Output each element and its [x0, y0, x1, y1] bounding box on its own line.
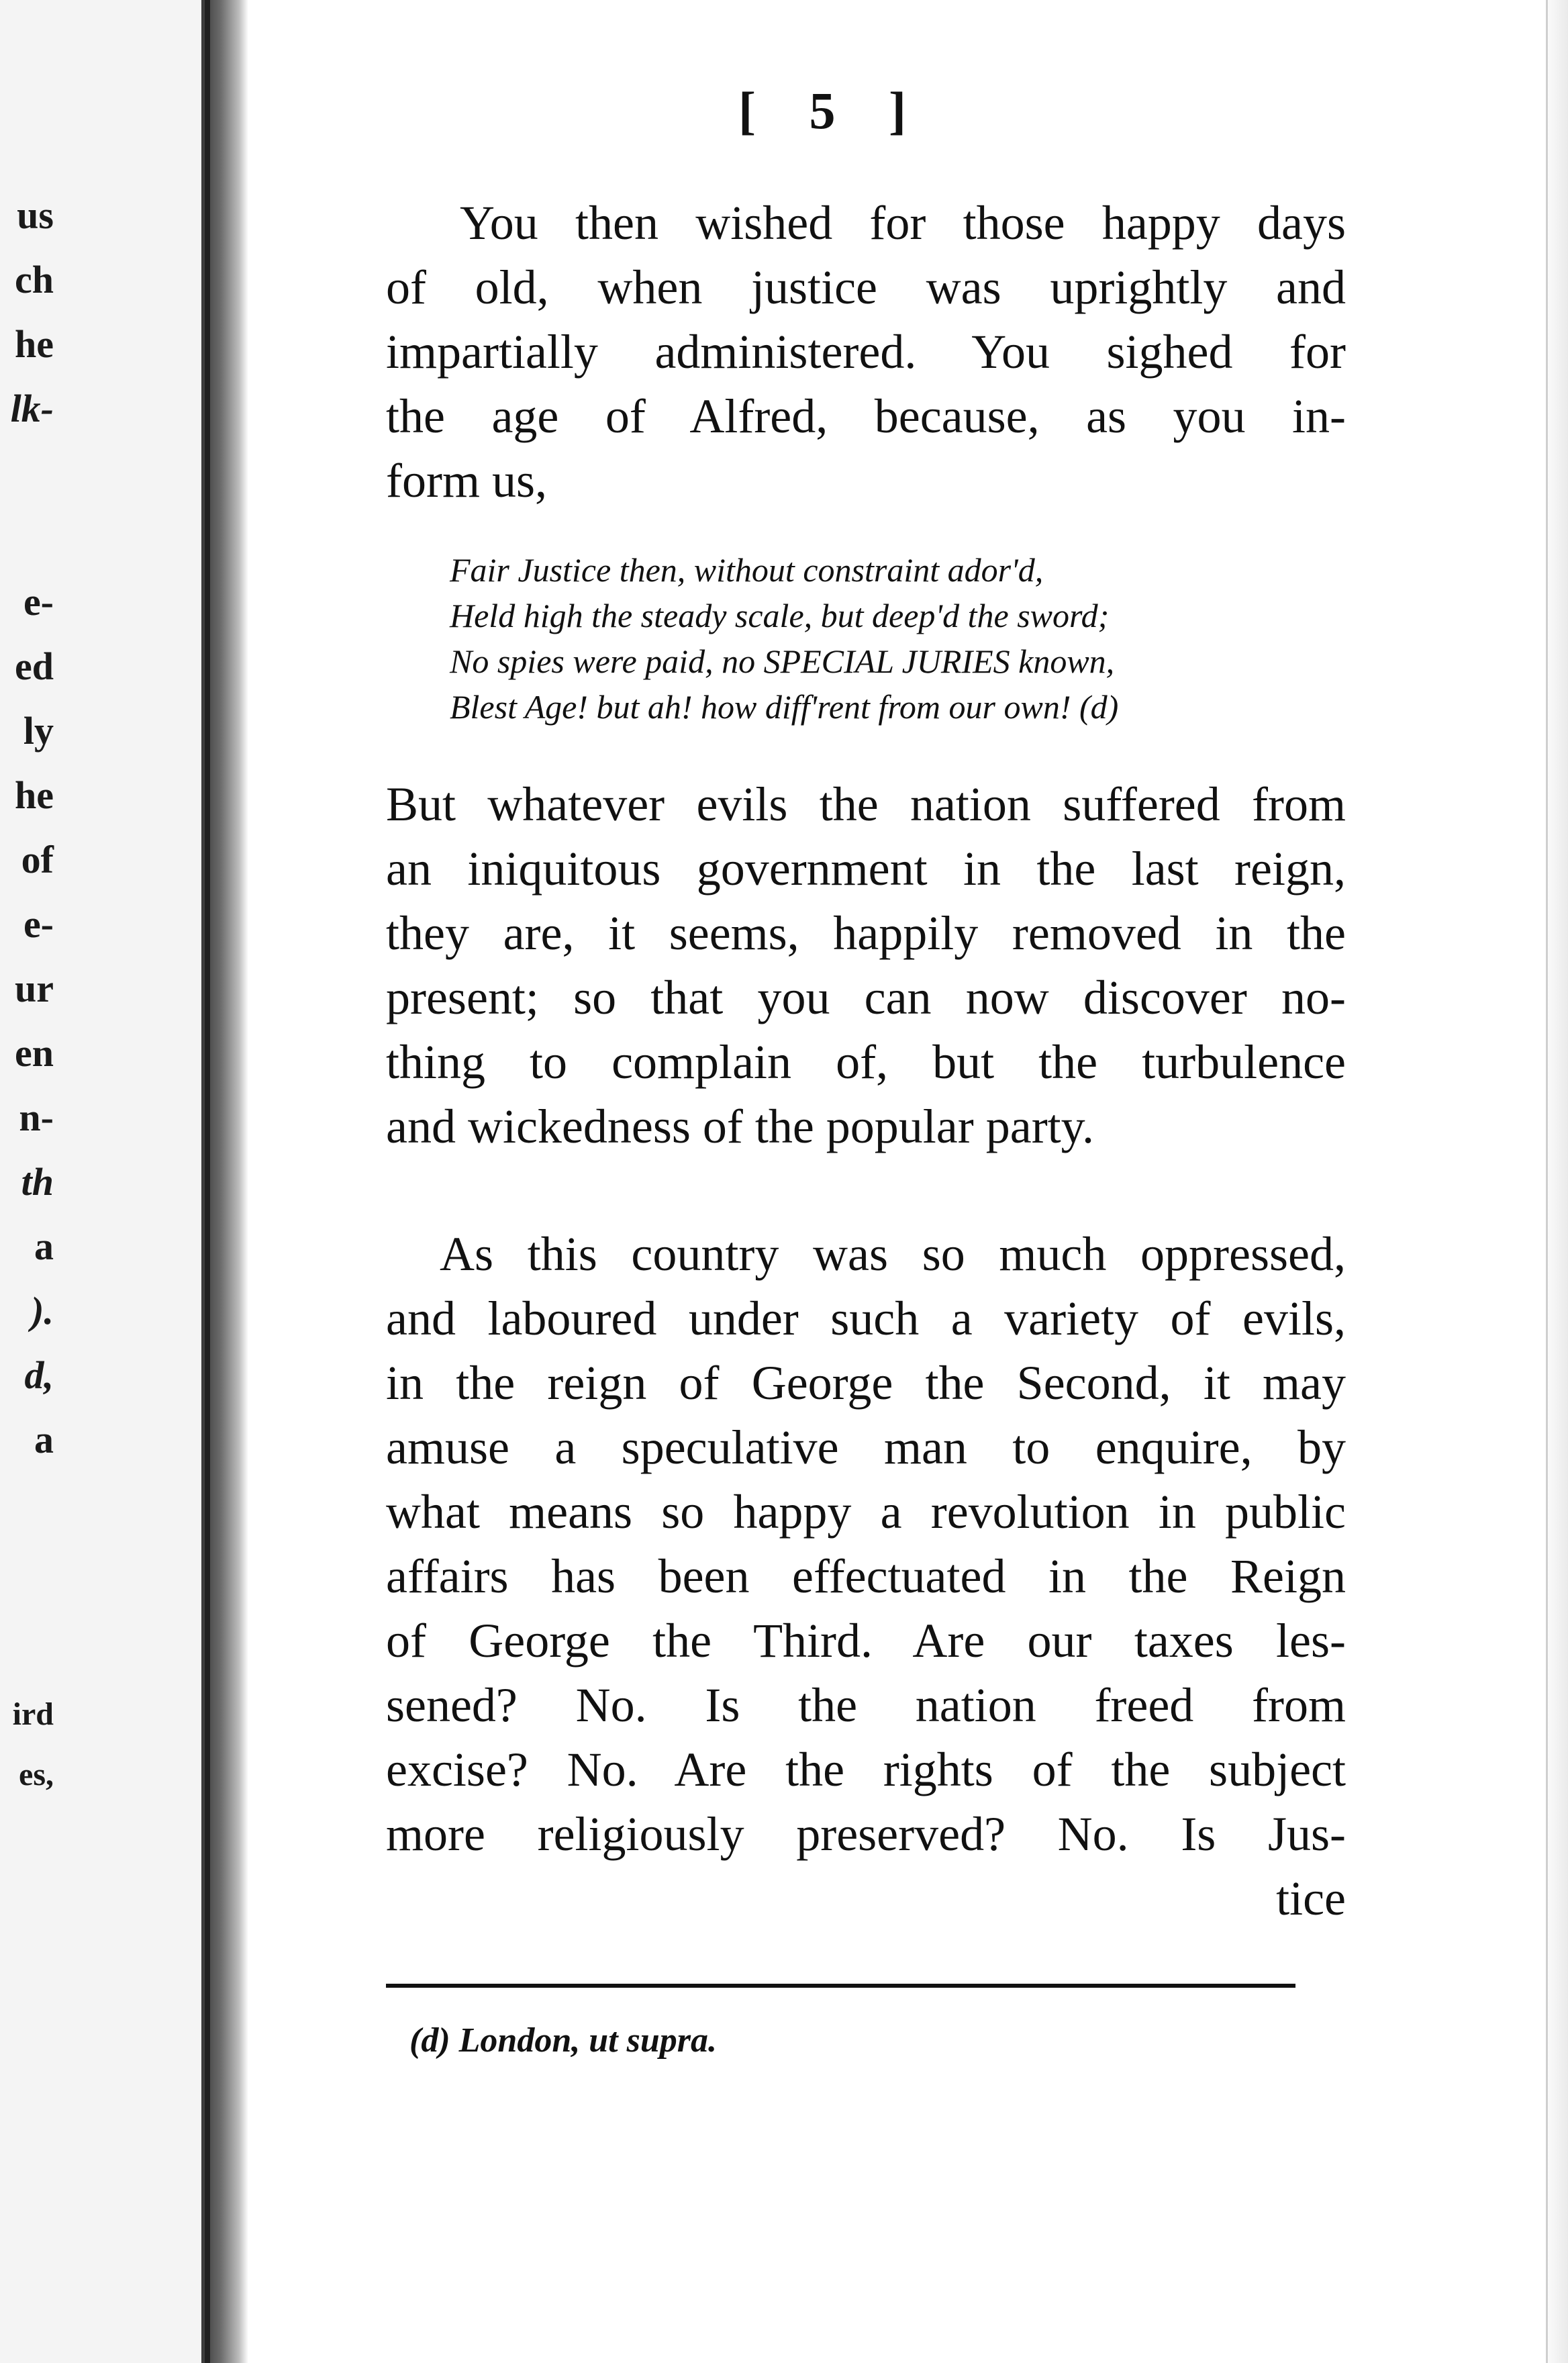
previous-page-edge [0, 0, 201, 2363]
left-fragment: e- [23, 580, 54, 624]
text-line: But whatever evils the nation suffered from [386, 777, 1346, 831]
text-line: and wickedness of the popular party. [386, 1100, 1095, 1153]
paragraph-3 [386, 1222, 1346, 1931]
page-edge [1548, 0, 1568, 2363]
left-fragment: ). [31, 1289, 54, 1333]
left-fragment: he [15, 773, 54, 817]
text-line: sened? No. Is the nation freed from [386, 1678, 1346, 1732]
text-line: and laboured under such a variety of evils, [386, 1292, 1346, 1345]
left-fragment: of [21, 838, 54, 881]
gutter-line [205, 0, 210, 2363]
left-fragment: d, [24, 1353, 54, 1397]
paragraph-1 [386, 191, 1346, 513]
page-number: [ 5 ] [738, 81, 926, 140]
text-line: of George the Third. Are our taxes les- [386, 1614, 1346, 1668]
text-line: the age of Alfred, because, as you in- [386, 389, 1346, 443]
verse-quotation [450, 547, 1342, 730]
text-line: You then wished for those happy days [460, 196, 1346, 250]
text-line: amuse a speculative man to enquire, by [386, 1420, 1346, 1474]
text-line: what means so happy a revolution in public [386, 1485, 1346, 1539]
left-fragment: ly [23, 709, 54, 753]
left-fragment: es, [19, 1757, 54, 1792]
text-line: As this country was so much oppressed, [440, 1227, 1346, 1281]
left-fragment: ur [15, 967, 54, 1010]
text-line: excise? No. Are the rights of the subject [386, 1743, 1346, 1796]
text-line: impartially administered. You sighed for [386, 325, 1346, 379]
left-fragment: ed [15, 644, 54, 688]
left-fragment: ch [15, 258, 54, 301]
verse-line: No spies were paid, no SPECIAL JURIES known, [450, 642, 1115, 680]
text-line: more religiously preserved? No. Is Jus- [386, 1807, 1346, 1861]
text-line: present; so that you can now discover no- [386, 971, 1346, 1024]
verse-line: Blest Age! but ah! how diff'rent from our own! (d) [450, 688, 1119, 726]
catchword: tice [1276, 1872, 1346, 1925]
left-fragment: he [15, 322, 54, 366]
text-line: an iniquitous government in the last reign, [386, 842, 1346, 896]
left-fragment: a [34, 1224, 54, 1268]
verse-line: Held high the steady scale, but deep'd the sword; [450, 597, 1110, 634]
left-fragment: en [15, 1031, 54, 1075]
text-line: in the reign of George the Second, it may [386, 1356, 1346, 1410]
text-line: thing to complain of, but the turbulence [386, 1035, 1346, 1089]
footnote-rule [386, 1984, 1295, 1988]
verse-line: Fair Justice then, without constraint ador'd, [450, 551, 1044, 589]
left-fragment: ird [12, 1696, 54, 1732]
left-fragment: a [34, 1418, 54, 1461]
page-edge-line [1546, 0, 1548, 2363]
left-fragment: us [17, 193, 54, 237]
text-line: affairs has been effectuated in the Reign [386, 1549, 1346, 1603]
paragraph-2 [386, 772, 1346, 1159]
text-line: of old, when justice was uprightly and [386, 260, 1346, 314]
text-line: form us, [386, 454, 547, 508]
left-fragment: e- [23, 902, 54, 946]
left-fragment: n- [19, 1096, 54, 1139]
left-fragment: th [21, 1160, 54, 1204]
left-fragment: lk- [10, 387, 54, 430]
text-line: they are, it seems, happily removed in the [386, 906, 1346, 960]
footnote: (d) London, ut supra. [409, 2021, 717, 2060]
